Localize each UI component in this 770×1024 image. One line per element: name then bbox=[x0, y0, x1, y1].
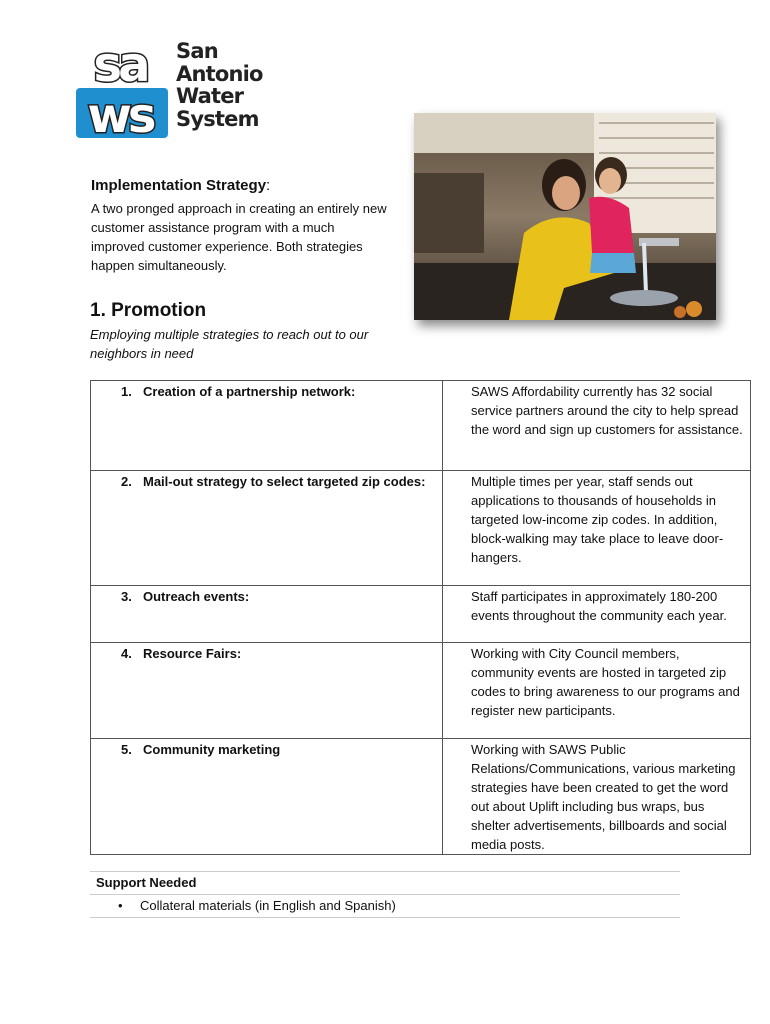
table-row bbox=[91, 586, 751, 643]
strategy-number: 1. bbox=[121, 384, 132, 399]
strategy-label-cell bbox=[91, 381, 443, 471]
strategy-description: Working with City Council members, community events are hosted in targeted zip codes to bring awareness to our programs and register new participants. bbox=[443, 643, 751, 739]
strategy-label-cell bbox=[91, 586, 443, 643]
family-photo bbox=[414, 113, 716, 320]
strategy-label-cell bbox=[91, 739, 443, 855]
logo-line: San bbox=[176, 39, 218, 63]
strategy-label-cell bbox=[91, 471, 443, 586]
logo-wordmark bbox=[176, 40, 263, 130]
support-heading: Support Needed bbox=[90, 871, 680, 894]
strategy-number: 5. bbox=[121, 742, 132, 757]
table-row bbox=[91, 471, 751, 586]
support-section bbox=[90, 871, 680, 918]
strategy-number: 4. bbox=[121, 646, 132, 661]
strategy-number: 3. bbox=[121, 589, 132, 604]
strategy-description: Multiple times per year, staff sends out applications to thousands of households in targeted low-income zip codes. In addition, block-walking may take place to leave door-hangers. bbox=[443, 471, 751, 586]
strategy-label-cell bbox=[91, 643, 443, 739]
promotion-title: 1. Promotion bbox=[90, 300, 207, 321]
strategy-label: Creation of a partnership network: bbox=[143, 384, 356, 399]
table-row bbox=[91, 381, 751, 471]
implementation-text: A two pronged approach in creating an entirely new customer assistance program with a much improved customer experience. Both strategies happen simultaneously. bbox=[91, 201, 387, 273]
strategy-label: Mail-out strategy to select targeted zip codes: bbox=[143, 474, 426, 489]
bullet-icon: • bbox=[118, 898, 123, 913]
logo-line: System bbox=[176, 106, 259, 131]
promotion-subtitle: Employing multiple strategies to reach out to our neighbors in need bbox=[90, 327, 369, 361]
strategy-description: Staff participates in approximately 180-200 events throughout the community each year. bbox=[443, 586, 751, 643]
heading-colon: : bbox=[266, 177, 271, 194]
implementation-heading bbox=[91, 177, 270, 194]
table-row bbox=[91, 739, 751, 855]
strategy-table bbox=[90, 380, 751, 855]
strategy-label: Outreach events: bbox=[143, 589, 250, 604]
strategy-label: Community marketing bbox=[143, 742, 281, 757]
support-item-text: Collateral materials (in English and Spanish) bbox=[140, 898, 396, 913]
support-item bbox=[90, 894, 680, 918]
logo-bottom-letters: ws bbox=[87, 88, 153, 142]
strategy-label: Resource Fairs: bbox=[143, 646, 242, 661]
strategy-description: SAWS Affordability currently has 32 social service partners around the city to help spread the word and sign up customers for assistance. bbox=[443, 381, 751, 471]
logo-line: Water bbox=[176, 84, 244, 108]
implementation-heading-text: Implementation Strategy bbox=[91, 177, 267, 194]
logo-line: Antonio bbox=[176, 61, 263, 86]
table-row bbox=[91, 643, 751, 739]
strategy-description: Working with SAWS Public Relations/Communications, various marketing strategies have been created to get the word out about Uplift including bus wraps, bus shelter advertisements, billboards and social media posts. bbox=[443, 739, 751, 855]
logo-top-letters: sa bbox=[93, 37, 147, 93]
strategy-number: 2. bbox=[121, 474, 132, 489]
